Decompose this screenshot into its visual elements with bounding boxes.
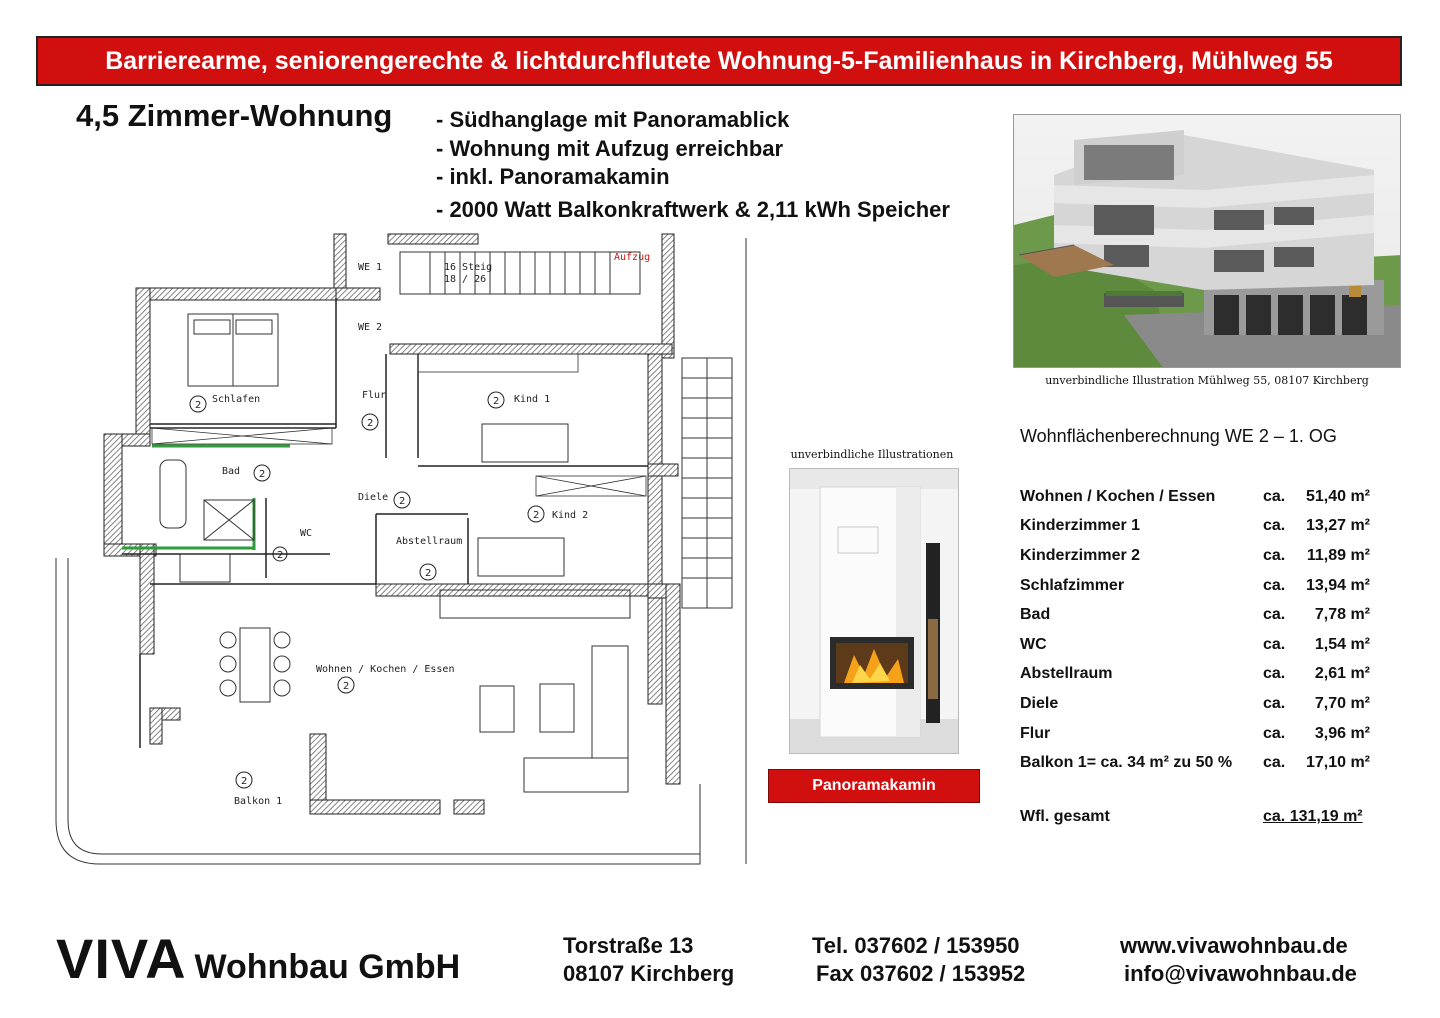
company-name-rest: Wohnbau GmbH: [194, 948, 461, 986]
area-name: Kinderzimmer 1: [1020, 517, 1141, 535]
table-row: [1020, 660, 1370, 690]
address-city: 08107 Kirchberg: [563, 961, 735, 986]
marker: 2: [367, 418, 374, 429]
area-total: [1020, 808, 1363, 826]
fax-number: Fax 037602 / 153952: [816, 961, 1026, 986]
area-ca: ca.: [1263, 606, 1286, 624]
area-name: Kinderzimmer 2: [1020, 546, 1141, 564]
area-ca: ca.: [1263, 724, 1286, 742]
area-name: Balkon 1= ca. 34 m² zu 50 %: [1020, 754, 1233, 772]
floor-plan-drawing: [40, 228, 780, 868]
label-aufzug: Aufzug: [614, 252, 651, 263]
area-total-label: Wfl. gesamt: [1020, 808, 1110, 825]
company-phone: [812, 932, 1025, 988]
marker: 2: [425, 568, 432, 579]
room-label-abstellraum: Abstellraum: [396, 536, 463, 547]
label-stair-count: 18 / 26: [444, 274, 487, 285]
area-value: 2,61 m²: [1314, 665, 1370, 683]
company-address: [563, 932, 734, 988]
fireplace-illustration: [789, 468, 959, 754]
area-name: Diele: [1020, 694, 1059, 712]
banner-title: Barrierearme, seniorengerechte & lichtdurchflutete Wohnung-5-Familienhaus in Kirchberg, Mühlweg 55: [105, 46, 1333, 75]
table-row: [1020, 748, 1370, 778]
area-ca: ca.: [1263, 754, 1286, 772]
area-ca: ca.: [1263, 487, 1286, 505]
area-name: Flur: [1020, 724, 1051, 742]
area-value: 7,70 m²: [1314, 694, 1370, 712]
table-row: [1020, 719, 1370, 749]
company-web: [1120, 932, 1357, 988]
room-label-diele: Diele: [358, 492, 389, 503]
table-row: [1020, 600, 1370, 630]
area-ca: ca.: [1263, 665, 1286, 683]
area-name: Bad: [1020, 606, 1051, 624]
area-total-value: ca. 131,19 m²: [1263, 808, 1363, 825]
floor-plan: [40, 228, 780, 868]
marker: 2: [259, 469, 266, 480]
area-value: 3,96 m²: [1314, 724, 1370, 742]
label-we2: WE 2: [358, 322, 383, 333]
marker: 2: [493, 396, 500, 407]
label-stair: 16 Steig: [444, 262, 493, 273]
area-table-title: Wohnflächenberechnung WE 2 – 1. OG: [1020, 426, 1337, 446]
area-value: 17,10 m²: [1305, 754, 1370, 772]
area-name: Wohnen / Kochen / Essen: [1020, 487, 1216, 505]
area-ca: ca.: [1263, 635, 1286, 653]
fireplace-caption: unverbindliche Illustrationen: [790, 448, 954, 461]
marker: 2: [399, 496, 406, 507]
room-label-flur: Flur: [362, 390, 387, 401]
area-value: 13,27 m²: [1305, 517, 1370, 535]
area-ca: ca.: [1263, 546, 1286, 564]
feature-item: - inkl. Panoramakamin: [436, 164, 670, 189]
room-label-balkon: Balkon 1: [234, 796, 283, 807]
area-ca: ca.: [1263, 517, 1286, 535]
email-link[interactable]: info@vivawohnbau.de: [1124, 961, 1357, 986]
room-label-bad: Bad: [222, 466, 241, 477]
area-name: Schlafzimmer: [1020, 576, 1125, 594]
area-name: WC: [1020, 635, 1047, 653]
room-label-wohnen: Wohnen / Kochen / Essen: [316, 664, 455, 675]
area-value: 11,89 m²: [1306, 546, 1370, 564]
label-we1: WE 1: [358, 262, 383, 273]
panoramakamin-text: Panoramakamin: [812, 777, 936, 794]
room-label-wc: WC: [300, 528, 313, 539]
area-name: Abstellraum: [1020, 665, 1113, 683]
feature-list: [436, 106, 950, 224]
title-banner: [36, 36, 1402, 86]
area-table: [1020, 482, 1370, 778]
table-row: [1020, 541, 1370, 571]
area-ca: ca.: [1263, 576, 1286, 594]
company-name-main: VIVA: [56, 927, 187, 990]
area-value: 51,40 m²: [1305, 487, 1370, 505]
feature-item: - Wohnung mit Aufzug erreichbar: [436, 135, 784, 161]
website-link[interactable]: www.vivawohnbau.de: [1120, 933, 1348, 958]
area-value: 13,94 m²: [1305, 576, 1370, 594]
room-label-kind1: Kind 1: [514, 394, 551, 405]
room-label-kind2: Kind 2: [552, 510, 589, 521]
phone-number: Tel. 037602 / 153950: [812, 933, 1020, 958]
area-ca: ca.: [1263, 694, 1286, 712]
table-row: [1020, 689, 1370, 719]
table-row: [1020, 571, 1370, 601]
room-label-schlafen: Schlafen: [212, 394, 261, 405]
area-value: 7,78 m²: [1314, 606, 1370, 624]
marker: 2: [241, 776, 248, 787]
area-value: 1,54 m²: [1314, 635, 1370, 653]
apartment-subtitle: 4,5 Zimmer-Wohnung: [76, 98, 393, 133]
house-illustration: [1013, 114, 1401, 368]
table-row: [1020, 482, 1370, 512]
house-caption: unverbindliche Illustration Mühlweg 55, 08107 Kirchberg: [1045, 374, 1369, 387]
table-row: [1020, 630, 1370, 660]
feature-item: - 2000 Watt Balkonkraftwerk & 2,11 kWh Speicher: [436, 196, 950, 222]
marker: 2: [195, 400, 202, 411]
company-logo: [56, 926, 460, 991]
marker: 2: [277, 550, 284, 561]
feature-item: - Südhanglage mit Panoramablick: [436, 107, 790, 132]
table-row: [1020, 512, 1370, 542]
address-street: Torstraße 13: [563, 933, 694, 958]
marker: 2: [343, 681, 350, 692]
fireplace-rendering: [790, 469, 959, 754]
marker: 2: [533, 510, 540, 521]
house-rendering: [1014, 115, 1401, 368]
panoramakamin-label: [768, 769, 980, 803]
